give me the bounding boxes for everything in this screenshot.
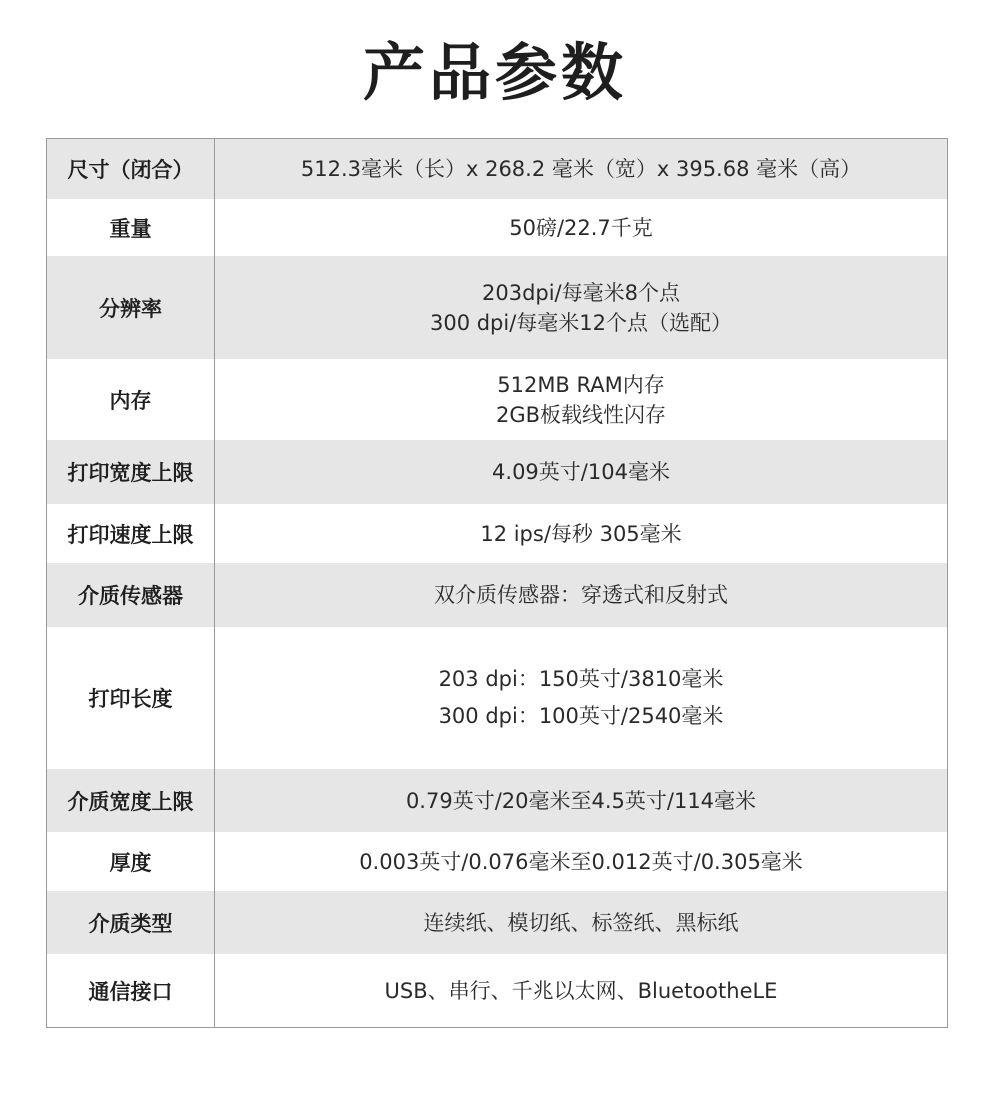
spec-value (215, 139, 947, 199)
spec-label: 内存 (47, 359, 215, 440)
spec-value-line: USB、串行、千兆以太网、BluetootheLE (384, 978, 778, 1003)
spec-row-memory (47, 359, 947, 440)
spec-label: 介质宽度上限 (47, 769, 215, 832)
spec-value (215, 256, 947, 359)
spec-value (215, 954, 947, 1027)
spec-label: 分辨率 (47, 256, 215, 359)
page-title: 产品参数 (362, 36, 627, 109)
spec-label: 打印速度上限 (47, 504, 215, 563)
spec-row-print-length (47, 627, 947, 769)
spec-row-media-type (47, 891, 947, 954)
spec-row-media-sensor (47, 563, 947, 627)
spec-value-line: 0.003英寸/0.076毫米至0.012英寸/0.305毫米 (359, 849, 803, 874)
spec-row-thickness (47, 832, 947, 891)
spec-value-line: 2GB板载线性闪存 (495, 402, 667, 427)
spec-value-line: 50磅/22.7千克 (509, 215, 653, 240)
spec-row-print-width (47, 440, 947, 504)
spec-value-line: 300 dpi/每毫米12个点（选配） (429, 310, 733, 335)
spec-value-line: 512.3毫米（长）x 268.2 毫米（宽）x 395.68 毫米（高） (300, 157, 862, 181)
spec-value-line: 300 dpi：100英寸/2540毫米 (438, 704, 724, 728)
spec-value (215, 769, 947, 832)
spec-value-line: 双介质传感器：穿透式和反射式 (434, 583, 728, 607)
spec-value (215, 504, 947, 563)
spec-label: 打印宽度上限 (47, 440, 215, 504)
spec-value-line: 512MB RAM内存 (497, 372, 665, 397)
spec-value-line: 4.09英寸/104毫米 (492, 460, 670, 484)
spec-row-weight (47, 199, 947, 256)
spec-label: 打印长度 (47, 627, 215, 769)
spec-label: 重量 (47, 199, 215, 256)
spec-value (215, 359, 947, 440)
spec-value (215, 563, 947, 627)
spec-label: 通信接口 (47, 954, 215, 1027)
spec-value-line: 203dpi/每毫米8个点 (481, 280, 680, 305)
spec-value (215, 440, 947, 504)
spec-value (215, 627, 947, 769)
spec-table (46, 138, 948, 1028)
spec-value-line: 203 dpi：150英寸/3810毫米 (438, 667, 724, 691)
spec-value (215, 199, 947, 256)
spec-value-line: 连续纸、模切纸、标签纸、黑标纸 (423, 910, 739, 935)
spec-label: 介质传感器 (47, 563, 215, 627)
spec-row-print-speed (47, 504, 947, 563)
spec-row-resolution (47, 256, 947, 359)
spec-value (215, 832, 947, 891)
spec-value (215, 891, 947, 954)
spec-label: 介质类型 (47, 891, 215, 954)
spec-row-media-width (47, 769, 947, 832)
spec-value-line: 0.79英寸/20毫米至4.5英寸/114毫米 (405, 788, 757, 813)
spec-label: 厚度 (47, 832, 215, 891)
spec-row-interfaces (47, 954, 947, 1027)
spec-label: 尺寸（闭合） (47, 139, 215, 199)
spec-row-dimensions (47, 139, 947, 199)
spec-value-line: 12 ips/每秒 305毫米 (480, 521, 682, 546)
